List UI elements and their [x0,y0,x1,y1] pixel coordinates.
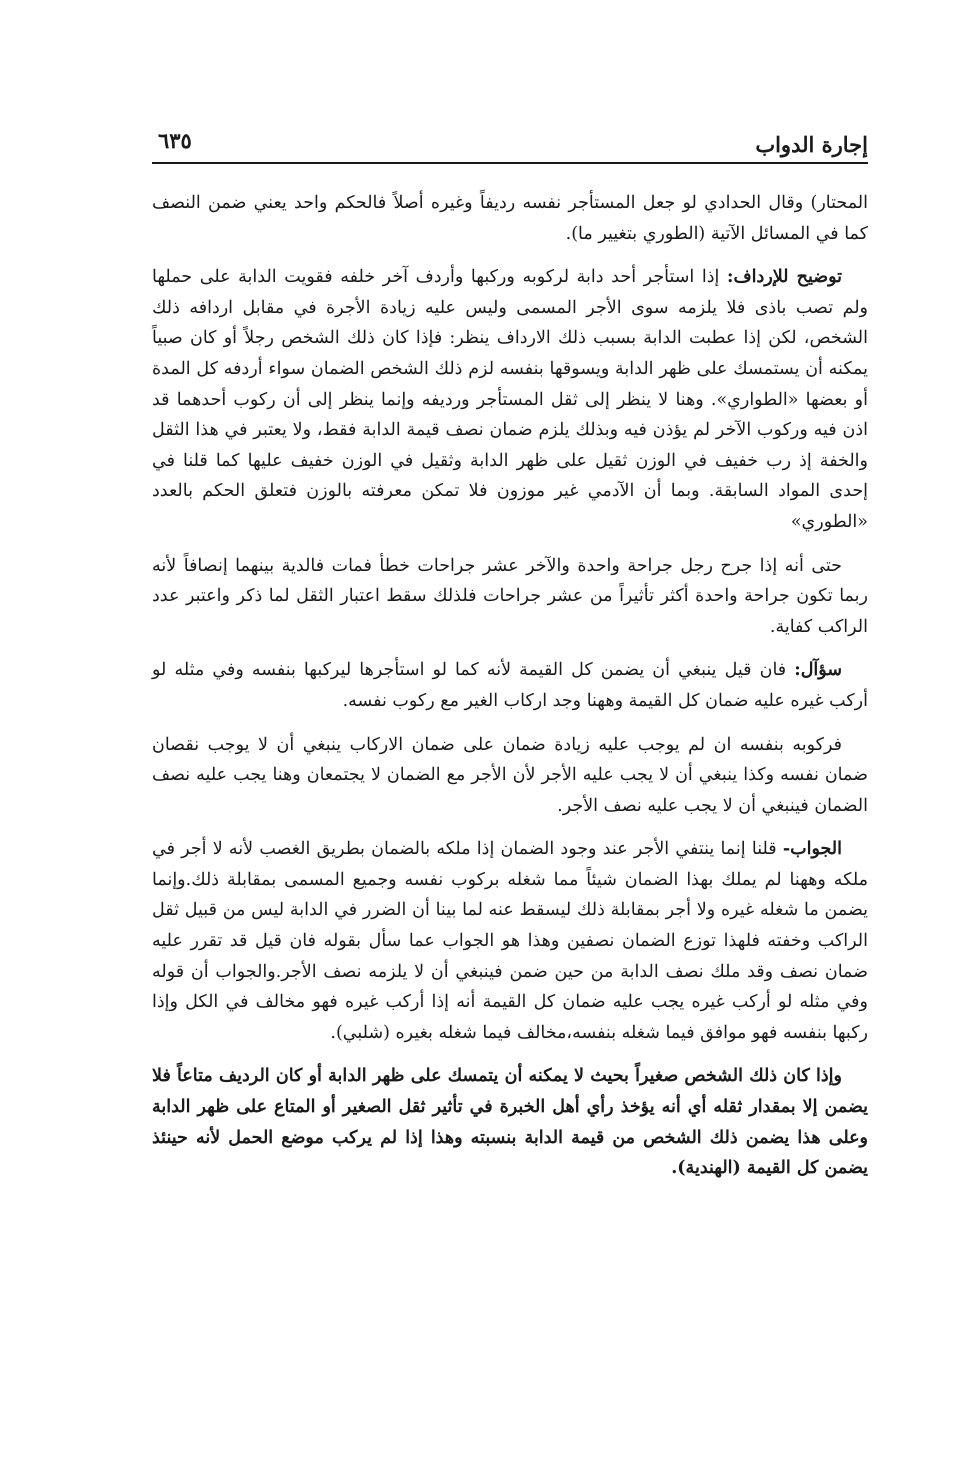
paragraph-text: إذا استأجر أحد دابة لركوبه وركبها وأردف آخر خلفه فقويت الدابة على حملها ولم تصب باذى فلا يلزمه سوى الأجر المسمى وليس عليه زيادة الأجرة في مقابل اردافه ذلك الشخص، لكن إذا عطبت الدابة بسبب ذلك الارداف ينظر: فإذا كان ذلك الشخص رجلاً أو كان صبياً يمكنه أن يستمسك على ظهر الدابة ويسوقها بنفسه لزم ذلك الشخص الضمان سواء أردفه كل المدة أو بعضها «الطواري». وهنا لا ينظر إلى ثقل المستأجر ورديفه وإنما ينظر إلى أن ركوب أحدهما قد اذن فيه وركوب الآخر لم يؤذن فيه وبذلك يلزم ضمان نصف قيمة الدابة فقط، ولا يعتبر في هذا الثقل والخفة إذ رب خفيف في الوزن ثقيل على ظهر الدابة وثقيل في الوزن خفيف عليها كما قلنا في إحدى المواد السابقة. وبما أن الآدمي غير موزون فلا تمكن معرفته بالوزن فتعلق الحكم بالعدد «الطوري» [152,267,868,532]
paragraph-question [152,655,868,716]
paragraph-question-continued [152,730,868,822]
paragraph-irdaf-explanation [152,262,868,537]
paragraph-answer [152,834,868,1048]
paragraph-lead: سؤآل: [794,660,842,681]
page-header [152,128,868,164]
paragraph-continuation [152,188,868,249]
chapter-title: إجارة الدواب [755,132,868,157]
page-number: ٦٣٥ [158,128,192,153]
paragraph-text: وإذا كان ذلك الشخص صغيراً بحيث لا يمكنه أن يتمسك على ظهر الدابة أو كان الرديف متاعاً فلا يضمن إلا بمقدار ثقله أي أنه يؤخذ رأي أهل الخبرة في تأثير ثقل الصغير أو المتاع على ظهر الدابة وعلى هذا يضمن ذلك الشخص من قيمة الدابة بنسبته وهذا إذا لم يركب موضع الحمل لأنه حينئذ يضمن كل القيمة (الهندية). [152,1066,868,1179]
paragraph-text: حتى أنه إذا جرح رجل جراحة واحدة والآخر عشر جراحات خطأ فمات فالدية بينهما إنصافاً لأنه ربما تكون جراحة واحدة أكثر تأثيراً من عشر جراحات فلذلك سقط اعتبار الثقل لما ذكر واعتبر عدد الراكب كفاية. [152,555,868,637]
paragraph-small-rider [152,1061,868,1183]
page-body [152,188,868,1197]
paragraph-text: المحتار) وقال الحدادي لو جعل المستأجر نفسه رديفاً وغيره أصلاً فالحكم واحد يعني ضمن النصف كما في المسائل الآتية (الطوري بتغيير ما). [152,193,868,244]
paragraph-text: فان قيل ينبغي أن يضمن كل القيمة لأنه كما لو استأجرها ليركبها بنفسه وفي مثله لو أركب غيره عليه ضمان كل القيمة وههنا وجد اركاب الغير مع ركوب نفسه. [152,660,868,711]
paragraph-wounds-example [152,551,868,643]
paragraph-text: فركوبه بنفسه ان لم يوجب عليه زيادة ضمان على ضمان الاركاب ينبغي أن لا يوجب نقصان ضمان نفسه وكذا ينبغي أن لا يجب عليه الأجر لأن الأجر مع الضمان لا يجتمعان وهنا يجب عليه نصف الضمان فينبغي أن لا يجب عليه نصف الأجر. [152,734,868,816]
paragraph-text: قلنا إنما ينتفي الأجر عند وجود الضمان إذا ملكه بالضمان بطريق الغصب لأنه لا أجر في ملكه وههنا لم يملك بهذا الضمان شيئاً مما شغله بركوب نفسه وجميع المسمى بمقابلة ذلك.وإنما يضمن ما شغله غيره ولا أجر بمقابلة ذلك ليسقط عنه لما بينا أن الضرر في الدابة ليس من قبيل ثقل الراكب وخفته فلهذا توزع الضمان نصفين وهذا هو الجواب عما سأل بقوله فان قيل قد تقرر عليه ضمان نصف وقد ملك نصف الدابة من حين ضمن فينبغي أن لا يلزمه نصف الأجر.والجواب أن قوله وفي مثله لو أركب غيره يجب عليه ضمان كل القيمة أنه إذا أركب غيره فهو مخالف في الكل وإذا ركبها بنفسه فهو موافق فيما شغله بنفسه،مخالف فيما شغله بغيره (شلبي). [152,839,868,1043]
header-divider [152,162,868,164]
paragraph-lead: الجواب- [782,839,842,860]
paragraph-lead: توضيح للإرداف: [727,267,843,288]
